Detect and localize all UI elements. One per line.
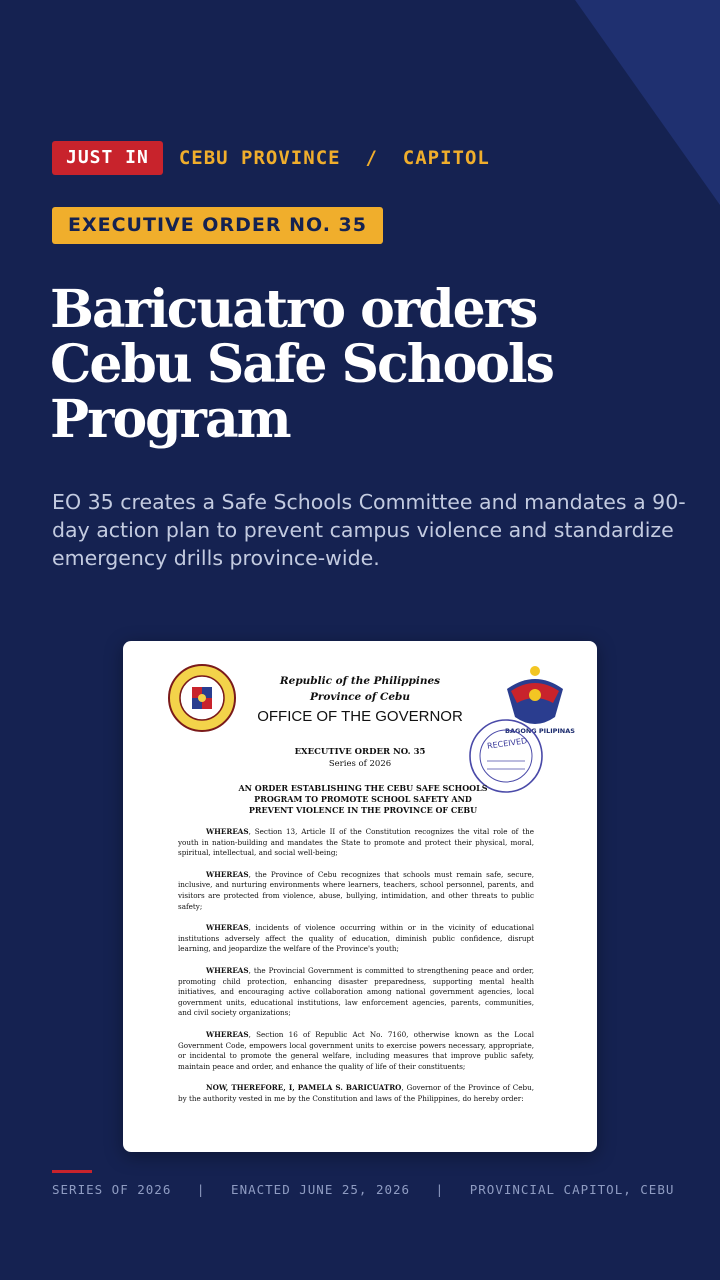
document-paragraph: NOW, THEREFORE, I, PAMELA S. BARICUATRO, Governor of the Province of Cebu, by the authority vested in me by the Constitution and laws of the Philippines, do hereby order: [178,1083,534,1103]
document-paragraph: WHEREAS, incidents of violence occurring within or in the vicinity of educational institutions adversely affect the quality of education, diminish public confidence, disrupt learning, and jeopardize the welfare of the Province's youth; [178,923,534,954]
document-office: OFFICE OF THE GOVERNOR [257,708,463,725]
kicker [52,141,490,175]
document-paragraph: WHEREAS, the Provincial Government is committed to strengthening peace and order, promoting child protection, enhancing disaster preparedness, supporting mental health initiatives, and encouraging active collaboration among national government agencies, local government units, educational institutions, law enforcement agencies, parents, communities, and civil society organizations; [178,965,534,1018]
document-eo-label: EXECUTIVE ORDER NO. 35 [294,747,426,757]
footer-meta: SERIES OF 2026 | ENACTED JUNE 25, 2026 | PROVINCIAL CAPITOL, CEBU [52,1182,675,1197]
document-paragraph: WHEREAS, the Province of Cebu recognizes that schools must remain safe, secure, inclusive, and nurturing environments where learners, teachers, school personnel, parents, and visitors are protected from violence, abuse, bullying, intimidation, and other threats to public safety; [178,869,534,911]
corner-decoration [0,0,720,220]
document-header-republic: Republic of the Philippines [279,675,441,687]
bagong-pilipinas-text: BAGONG PILIPINAS [505,727,575,735]
document-series: Series of 2026 [328,759,392,769]
just-in-tag: JUST IN [52,141,163,175]
headline: Baricuatro orders Cebu Safe Schools Program [50,279,553,450]
document-header-province: Province of Cebu [309,691,411,703]
footer-accent-line [52,1170,92,1173]
received-stamp-label: RECEIVED [486,736,528,751]
document-image [123,641,597,1152]
document-title: AN ORDER ESTABLISHING THE CEBU SAFE SCHOOLS PROGRAM TO PROMOTE SCHOOL SAFETY AND PREVENT VIOLENCE IN THE PROVINCE OF CEBU [238,783,488,815]
document-paragraph: WHEREAS, Section 13, Article II of the Constitution recognizes the vital role of the youth in nation-building and mandates the State to promote and protect their physical, moral, spiritual, intellectual, and social well-being; [178,827,534,858]
document-paragraph: WHEREAS, Section 16 of Republic Act No. 7160, otherwise known as the Local Government Code, empowers local government units to exercise powers necessary, appropriate, or incidental to promote the general welfare, including measures that improve public safety, maintain peace and order, and enhance the quality of life of their constituents; [178,1029,534,1071]
document-eo-number [123,746,597,770]
executive-order-badge: EXECUTIVE ORDER NO. 35 [52,207,383,244]
section-label: CEBU PROVINCE / CAPITOL [178,147,490,169]
document-header [123,673,597,727]
document-body [178,827,534,1115]
dek: EO 35 creates a Safe Schools Committee and mandates a 90-day action plan to prevent campus violence and standardize emergency drills province-wide. [52,490,686,570]
